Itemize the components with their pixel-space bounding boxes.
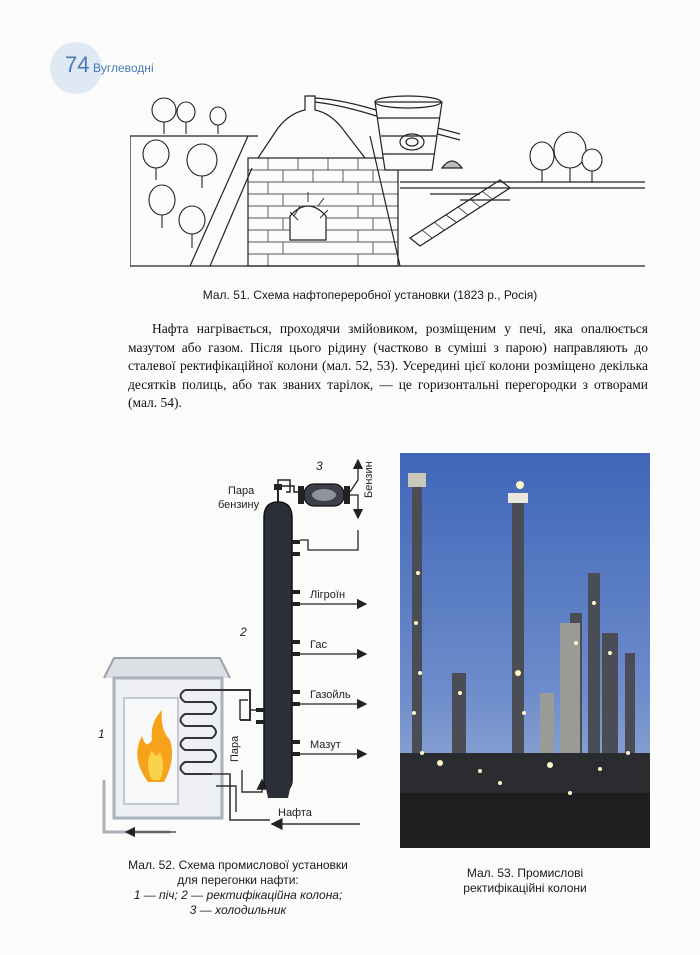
page-header <box>50 42 250 94</box>
label-gasoil: Газойль <box>310 689 351 701</box>
figure-53-caption <box>420 866 630 896</box>
figure-51-illustration <box>130 88 650 270</box>
label-steam: Пара <box>229 735 241 762</box>
figure-53-photo <box>400 453 650 848</box>
label-oil: Нафта <box>278 807 312 819</box>
section-title: Вуглеводні <box>93 61 154 75</box>
page-number: 74 <box>65 52 90 77</box>
figure-51-caption: Мал. 51. Схема нафтопереробної установки (1823 р., Росія) <box>202 288 538 302</box>
label-ligroin: Лігроїн <box>310 589 346 601</box>
rectification-column <box>256 484 300 798</box>
label-column-number: 2 <box>240 625 247 639</box>
label-vapor-line2: бензину <box>218 499 260 511</box>
label-mazut: Мазут <box>310 739 341 751</box>
figure-53-caption-line2: ректифікаційні колони <box>463 881 587 895</box>
label-cooler-number: 3 <box>316 459 323 473</box>
paragraph-text: Нафта нагрівається, проходячи змійовиком, розміщеним у печі, яка опалюється мазутом або газом. Після цього рідину (частково в суміші з парою) направляють до сталевої ректифікаційної колони (мал. 52, 53). Усередині цієї колони розміщено декілька десятків полиць, або так званих тарілок, — це горизонтальні перегородки з отворами (мал. 54). <box>128 321 648 410</box>
label-furnace-number: 1 <box>98 727 105 741</box>
figure-52-diagram <box>90 440 390 858</box>
figure-52-caption-line4: 3 — холодильник <box>189 903 287 917</box>
label-gas: Гас <box>310 639 327 651</box>
body-paragraph <box>128 320 648 413</box>
label-gasoline: Бензин <box>363 461 375 498</box>
figure-52-caption-line1: Мал. 52. Схема промислової установки <box>128 858 348 872</box>
cooler <box>298 484 350 506</box>
figure-53-caption-line1: Мал. 53. Промислові <box>466 866 584 880</box>
label-vapor-line1: Пара <box>228 485 255 497</box>
figure-52-caption-line2: для перегонки нафти: <box>177 873 299 887</box>
figure-52-caption-line3: 1 — піч; 2 — ректифікаційна колона; <box>133 888 343 902</box>
trees <box>143 98 602 248</box>
figure-52-caption <box>92 858 384 918</box>
